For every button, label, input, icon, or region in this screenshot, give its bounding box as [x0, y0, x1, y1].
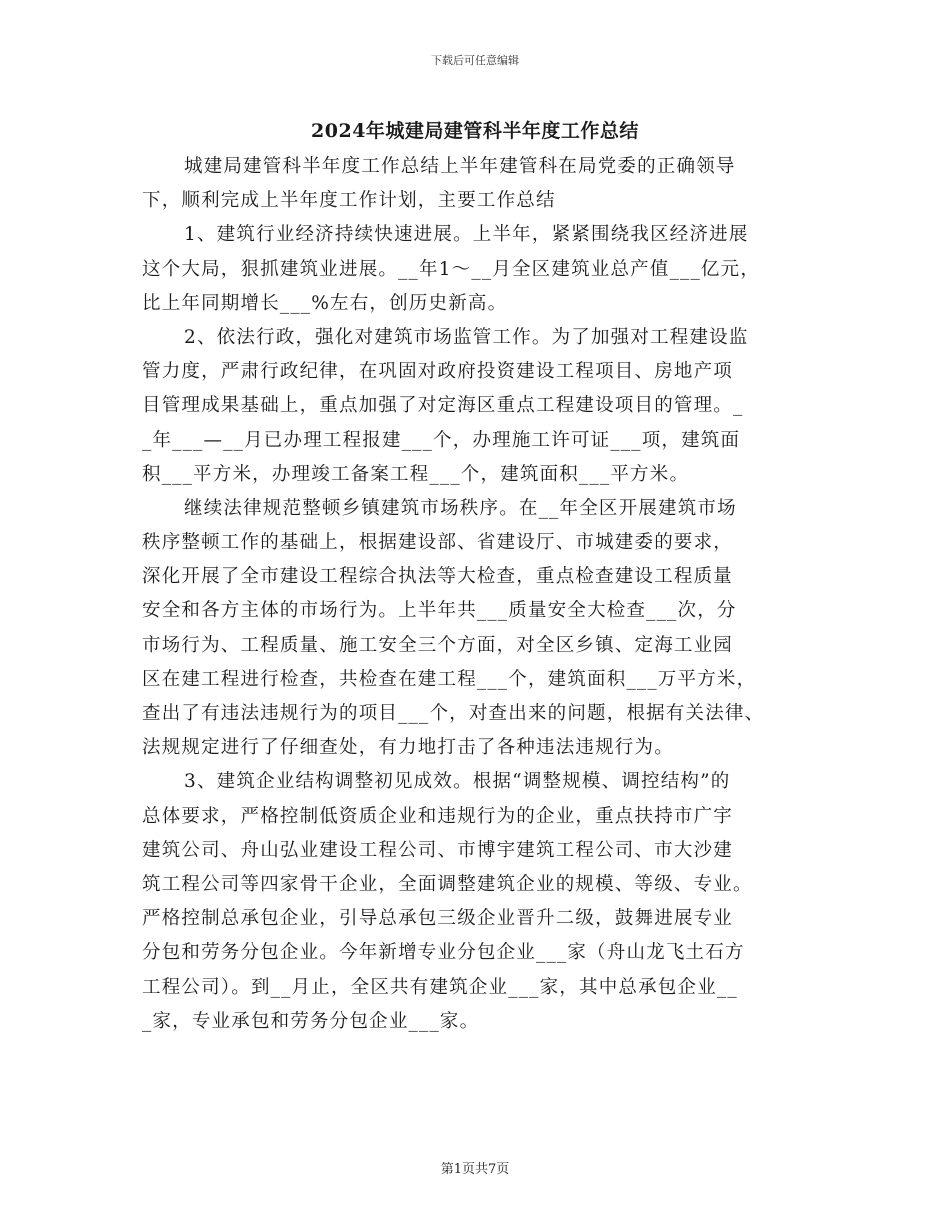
text-line: 严格控制总承包企业，引导总承包三级企业晋升二级，鼓舞进展专业 — [142, 908, 734, 930]
text-line: 安全和各方主体的市场行为。上半年共___质量安全大检查___次，分 — [142, 600, 737, 622]
text-line: _年___—__月已办理工程报建___个，办理施工许可证___项，建筑面 — [142, 429, 741, 451]
text-line: 管力度，严肃行政纪律，在巩固对政府投资建设工程项目、房地产项 — [142, 361, 734, 383]
text-line: 2、依法行政，强化对建筑市场监管工作。为了加强对工程建设监 — [184, 326, 749, 348]
page-header: 下载后可任意编辑 — [431, 54, 519, 67]
text-line: 这个大局，狠抓建筑业进展。__年1～__月全区建筑业总产值___亿元， — [142, 258, 761, 280]
text-line: _家，专业承包和劳务分包企业___家。 — [142, 1010, 480, 1032]
text-line: 1、建筑行业经济持续快速进展。上半年，紧紧围绕我区经济进展 — [184, 224, 749, 246]
text-line: 建筑公司、舟山弘业建设工程公司、市博宇建筑工程公司、市大沙建 — [142, 839, 734, 861]
text-line: 深化开展了全市建设工程综合执法等大检查，重点检查建设工程质量 — [142, 566, 734, 588]
text-line: 区在建工程进行检查，共检查在建工程___个，建筑面积___万平方米， — [142, 668, 757, 690]
document-body — [142, 150, 842, 1039]
text-line: 查出了有违法违规行为的项目___个，对查出来的问题，根据有关法律、 — [142, 703, 765, 724]
text-line: 城建局建管科半年度工作总结上半年建管科在局党委的正确领导 — [184, 156, 736, 177]
document-title: 2024年城建局建管科半年度工作总结 — [311, 120, 639, 142]
text-line: 下，顺利完成上半年度工作计划，主要工作总结 — [142, 190, 556, 212]
text-line: 筑工程公司等四家骨干企业，全面调整建筑企业的规模、等级、专业。 — [142, 873, 753, 895]
page-footer: 第1页共7页 — [440, 1162, 510, 1177]
text-line: 法规规定进行了仔细查处，有力地打击了各种违法违规行为。 — [142, 737, 674, 759]
text-line: 工程公司）。到__月止，全区共有建筑企业___家，其中总承包企业__ — [142, 976, 738, 998]
text-line: 秩序整顿工作的基础上，根据建设部、省建设厅、市城建委的要求， — [142, 532, 734, 554]
text-line: 总体要求，严格控制低资质企业和违规行为的企业，重点扶持市广宇 — [142, 805, 734, 827]
text-line: 积___平方米，办理竣工备案工程___个，建筑面积___平方米。 — [142, 463, 690, 485]
text-line: 市场行为、工程质量、施工安全三个方面，对全区乡镇、定海工业园 — [142, 634, 734, 656]
text-line: 3、建筑企业结构调整初见成效。根据“调整规模、调控结构”的 — [184, 771, 731, 793]
text-line: 比上年同期增长___%左右，创历史新高。 — [142, 292, 508, 314]
text-line: 分包和劳务分包企业。今年新增专业分包企业___家（舟山龙飞土石方 — [142, 942, 745, 964]
text-line: 继续法律规范整顿乡镇建筑市场秩序。在__年全区开展建筑市场 — [184, 497, 737, 519]
text-line: 目管理成果基础上，重点加强了对定海区重点工程建设项目的管理。_ — [142, 395, 744, 417]
